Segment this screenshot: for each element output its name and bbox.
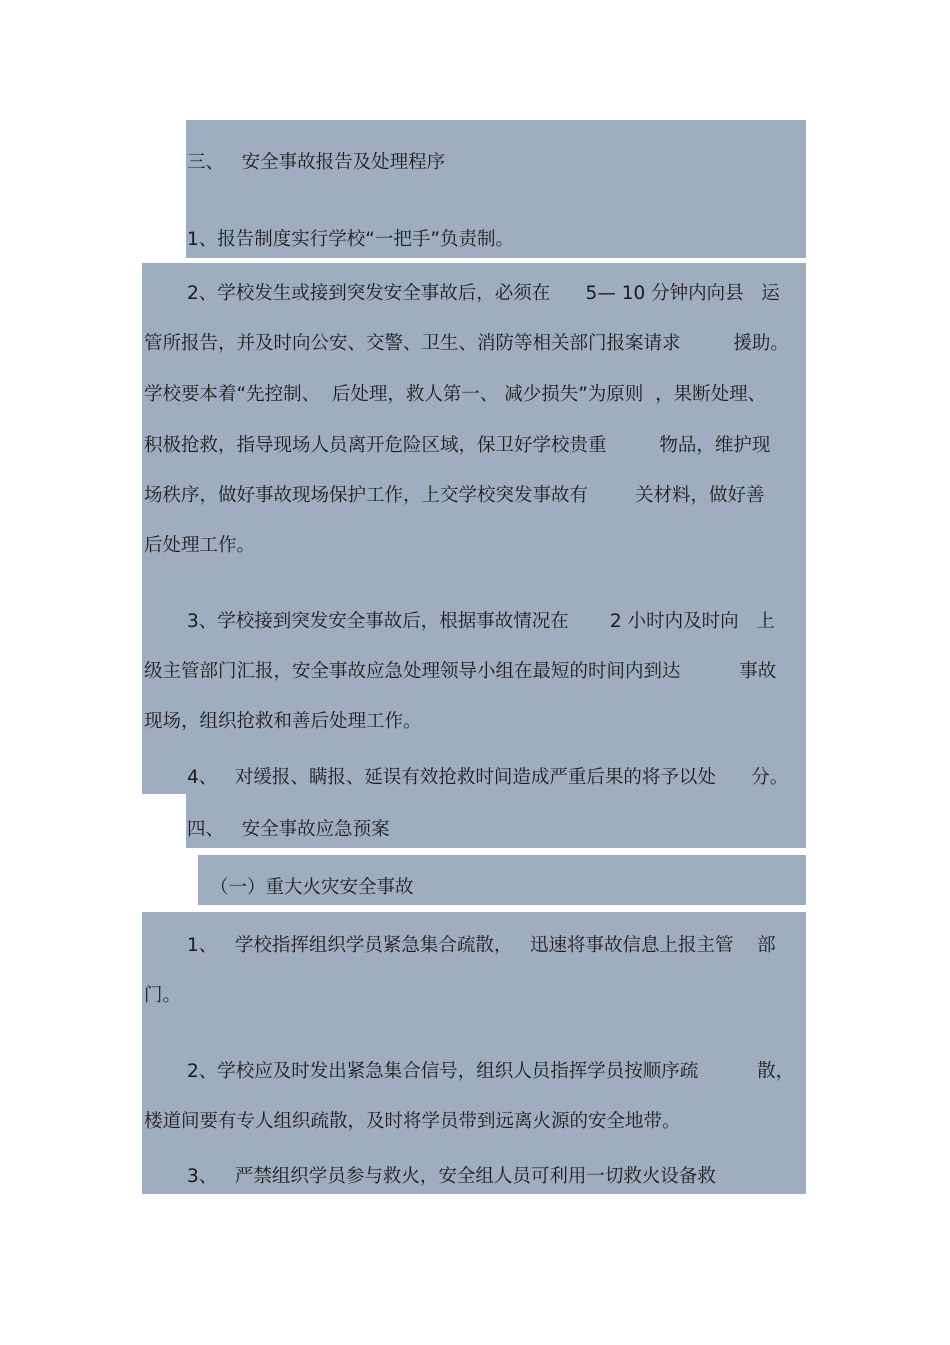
section-heading-4: 四、 安全事故应急预案 [187,819,390,840]
paragraph-line: 1、报告制度实行学校“一把手”负责制。 [187,229,514,250]
paragraph-line: 现场，组织抢救和善后处理工作。 [144,711,422,732]
paragraph-line: 学校要本着“先控制、 后处理，救人第一、 减少损失”为原则 ，果断处理、 [144,384,767,405]
paragraph-line: 3、 严禁组织学员参与救火，安全组人员可利用一切救火设备救 [187,1166,716,1187]
paragraph-line: 2、学校应及时发出紧急集合信号，组织人员指挥学员按顺序疏 散， [187,1061,795,1082]
paragraph-line: 1、 学校指挥组织学员紧急集合疏散， 迅速将事故信息上报主管 部 [187,935,776,956]
section-heading-3: 三、 安全事故报告及处理程序 [187,152,446,173]
paragraph-line: 后处理工作。 [144,535,256,556]
paragraph-line: 门。 [144,985,182,1006]
paragraph-line: 级主管部门汇报，安全事故应急处理领导小组在最短的时间内到达 事故 [144,661,777,682]
paragraph-line: 楼道间要有专人组织疏散，及时将学员带到远离火源的安全地带。 [144,1111,681,1132]
paragraph-line: 3、学校接到突发安全事故后，根据事故情况在 2 小时内及时向 上 [187,611,775,632]
paragraph-line: 管所报告，并及时向公安、交警、卫生、消防等相关部门报案请求 援助。 [144,333,789,354]
paragraph-line: 场秩序，做好事故现场保护工作，上交学校突发事故有 关材料，做好善 [144,485,765,506]
paragraph-line: 4、 对缓报、瞒报、延误有效抢救时间造成严重后果的将予以处 分。 [187,767,789,788]
paragraph-line: 积极抢救，指导现场人员离开危险区域，保卫好学校贵重 物品，维护现 [144,435,771,456]
subsection-heading: （一）重大火灾安全事故 [210,877,414,898]
paragraph-line: 2、学校发生或接到突发安全事故后，必须在 5— 10 分钟内向县 运 [187,283,780,304]
